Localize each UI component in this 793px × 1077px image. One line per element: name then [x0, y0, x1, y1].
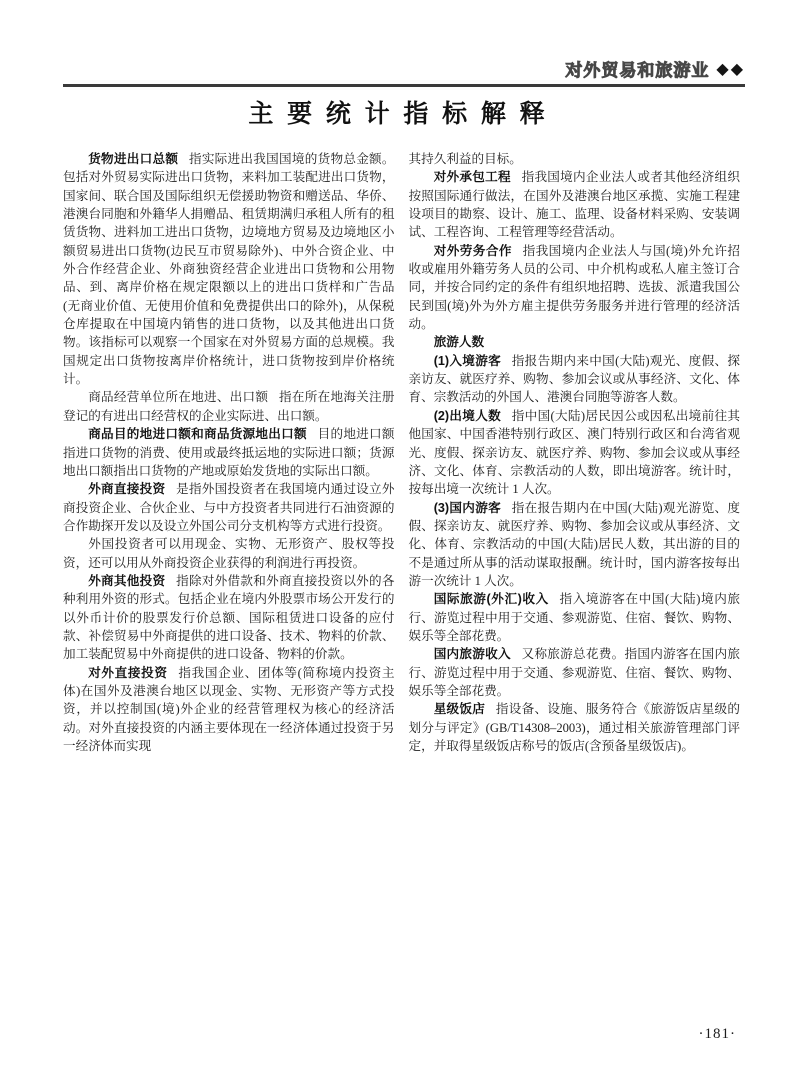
definition-para	[63, 150, 395, 388]
term-label: 对外承包工程	[433, 170, 511, 185]
term-label: (1)入境游客	[433, 353, 502, 368]
definition-para	[409, 407, 741, 499]
term-label: 对外直接投资	[88, 665, 168, 680]
definition-para	[409, 700, 741, 755]
definition-text: 指在所在地海关注册登记的有进出口经营权的企业实际进、出口额。	[63, 390, 395, 423]
two-column-body	[63, 150, 740, 755]
definition-para	[409, 168, 741, 241]
definition-para	[409, 645, 741, 700]
term-label: 星级饭店	[433, 702, 486, 717]
definition-para	[63, 480, 395, 535]
definition-text: 目的地进口额指进口货物的消费、使用或最终抵运地的实际进口额；货源地出口额指出口货物的产地或原始发货地的实际出口额。	[63, 427, 395, 478]
definition-text: 又称旅游总花费。指国内游客在国内旅行、游览过程中用于交通、参观游览、住宿、餐饮、购物、娱乐等全部花费。	[408, 647, 741, 698]
definition-para-continuation	[409, 150, 741, 168]
definition-text: 其持久利益的目标。	[408, 152, 522, 166]
diamond-decoration-icon: ◆◆	[716, 59, 745, 78]
section-title: 对外贸易和旅游业	[565, 61, 710, 80]
definition-text: 指中国(大陆)居民因公或因私出境前往其他国家、中国香港特别行政区、澳门特别行政区和台湾省观光、度假、探亲访友、就医疗养、购物、参加会议或从事经济、文化、体育、宗教活动的人数，即出境游客。统计时，按每出境一次统计 1 人次。	[408, 408, 740, 497]
term-label: 商品经营单位所在地进、出口额	[88, 390, 269, 405]
definition-para	[63, 425, 395, 480]
term-label: 外商其他投资	[88, 573, 166, 588]
term-label: (3)国内游客	[433, 500, 502, 515]
definition-text: 是指外国投资者在我国境内通过设立外商投资企业、合伙企业、与中方投资者共同进行石油资源的合作勘探开发以及设立外国公司分支机构等方式进行投资。	[63, 482, 395, 533]
term-label: (2)出境人数	[433, 408, 502, 423]
definition-text: 指报告期内来中国(大陆)观光、度假、探亲访友、就医疗养、购物、参加会议或从事经济、文化、体育、宗教活动的外国人、港澳台同胞等游客人数。	[408, 353, 740, 405]
definition-para	[409, 499, 741, 591]
left-column	[63, 150, 395, 755]
definition-para	[409, 333, 741, 351]
term-label: 旅游人数	[433, 335, 485, 350]
definition-para	[63, 388, 395, 425]
right-column	[409, 150, 741, 755]
term-label: 国际旅游(外汇)收入	[433, 592, 549, 607]
definition-text: 指在报告期内在中国(大陆)观光游览、度假、探亲访友、就医疗养、购物、参加会议或从事经济、文化、体育、宗教活动的中国(大陆)居民人数，其出游的目的不是通过所从事的活动谋取报酬。统计时，国内游客按每出游一次统计 1 人次。	[408, 500, 740, 588]
definition-text: 指我国境内企业法人与国(境)外允许招收或雇用外籍劳务人员的公司、中介机构或私人雇主签订合同，并按合同约定的条件有组织地招聘、选拔、派遣我国公民到国(境)外为外方雇主提供劳务服务并进行管理的经济活动。	[408, 243, 741, 332]
page-number: ·181·	[698, 1026, 736, 1042]
definition-text: 外国投资者可以用现金、实物、无形资产、股权等投资，还可以用从外商投资企业获得的利润进行再投资。	[63, 537, 395, 570]
term-label: 商品目的地进口额和商品货源地出口额	[88, 427, 307, 442]
definition-text: 指设备、设施、服务符合《旅游饭店星级的划分与评定》(GB/T14308–2003)，通过相关旅游管理部门评定，并取得星级饭店称号的饭店(含预备星级饭店)。	[408, 702, 741, 753]
page-header	[63, 56, 745, 87]
definition-para	[409, 590, 741, 645]
definition-para	[63, 535, 395, 572]
definition-para	[409, 242, 741, 334]
term-label: 货物进出口总额	[88, 152, 179, 166]
term-label: 外商直接投资	[88, 482, 166, 497]
page-title: 主要统计指标解释	[248, 100, 559, 128]
term-label: 对外劳务合作	[433, 243, 512, 258]
definition-para	[409, 352, 741, 407]
definition-para	[63, 664, 395, 756]
definition-text: 指除对外借款和外商直接投资以外的各种利用外资的形式。包括企业在境内外股票市场公开发行的以外币计价的股票发行价总额、国际租赁进口设备的应付款、补偿贸易中外商提供的进口设备、技术、物料的价款、加工装配贸易中外商提供的进口设备、物料的价款。	[63, 573, 395, 662]
definition-text: 指实际进出我国国境的货物总金额。包括对外贸易实际进出口货物，来料加工装配进出口货物，国家间、联合国及国际组织无偿援助物资和赠送品、华侨、港澳台同胞和外籍华人捐赠品、租赁期满归承租人所有的租赁货物、进料加工进出口货物，边境地方贸易及边境地区小额贸易进出口货物(边民互市贸易除外)、中外合资企业、中外合作经营企业、外商独资经营企业进出口货物和公用物品、到、离岸价格在规定限额以上的进出口货样和广告品(无商业价值、无使用价值和免费提供出口的除外)，从保税仓库提取在中国境内销售的进口货物，以及其他进出口货物。该指标可以观察一个国家在对外贸易方面的总规模。我国规定出口货物按离岸价格统计，进口货物按到岸价格统计。	[63, 152, 395, 387]
definition-para	[63, 572, 395, 664]
definition-text: 指入境游客在中国(大陆)境内旅行、游览过程中用于交通、参观游览、住宿、餐饮、购物、娱乐等全部花费。	[408, 592, 740, 643]
definition-text: 指我国企业、团体等(简称境内投资主体)在国外及港澳台地区以现金、实物、无形资产等方式投资，并以控制国(境)外企业的经营管理权为核心的经济活动。对外直接投资的内涵主要体现在一经济体通过投资于另一经济体而实现	[63, 665, 395, 753]
definition-text: 指我国境内企业法人或者其他经济组织按照国际通行做法，在国外及港澳台地区承揽、实施工程建设项目的勘察、设计、施工、监理、设备材料采购、安装调试、工程咨询、工程管理等经营活动。	[408, 170, 741, 240]
term-label: 国内旅游收入	[433, 647, 511, 662]
